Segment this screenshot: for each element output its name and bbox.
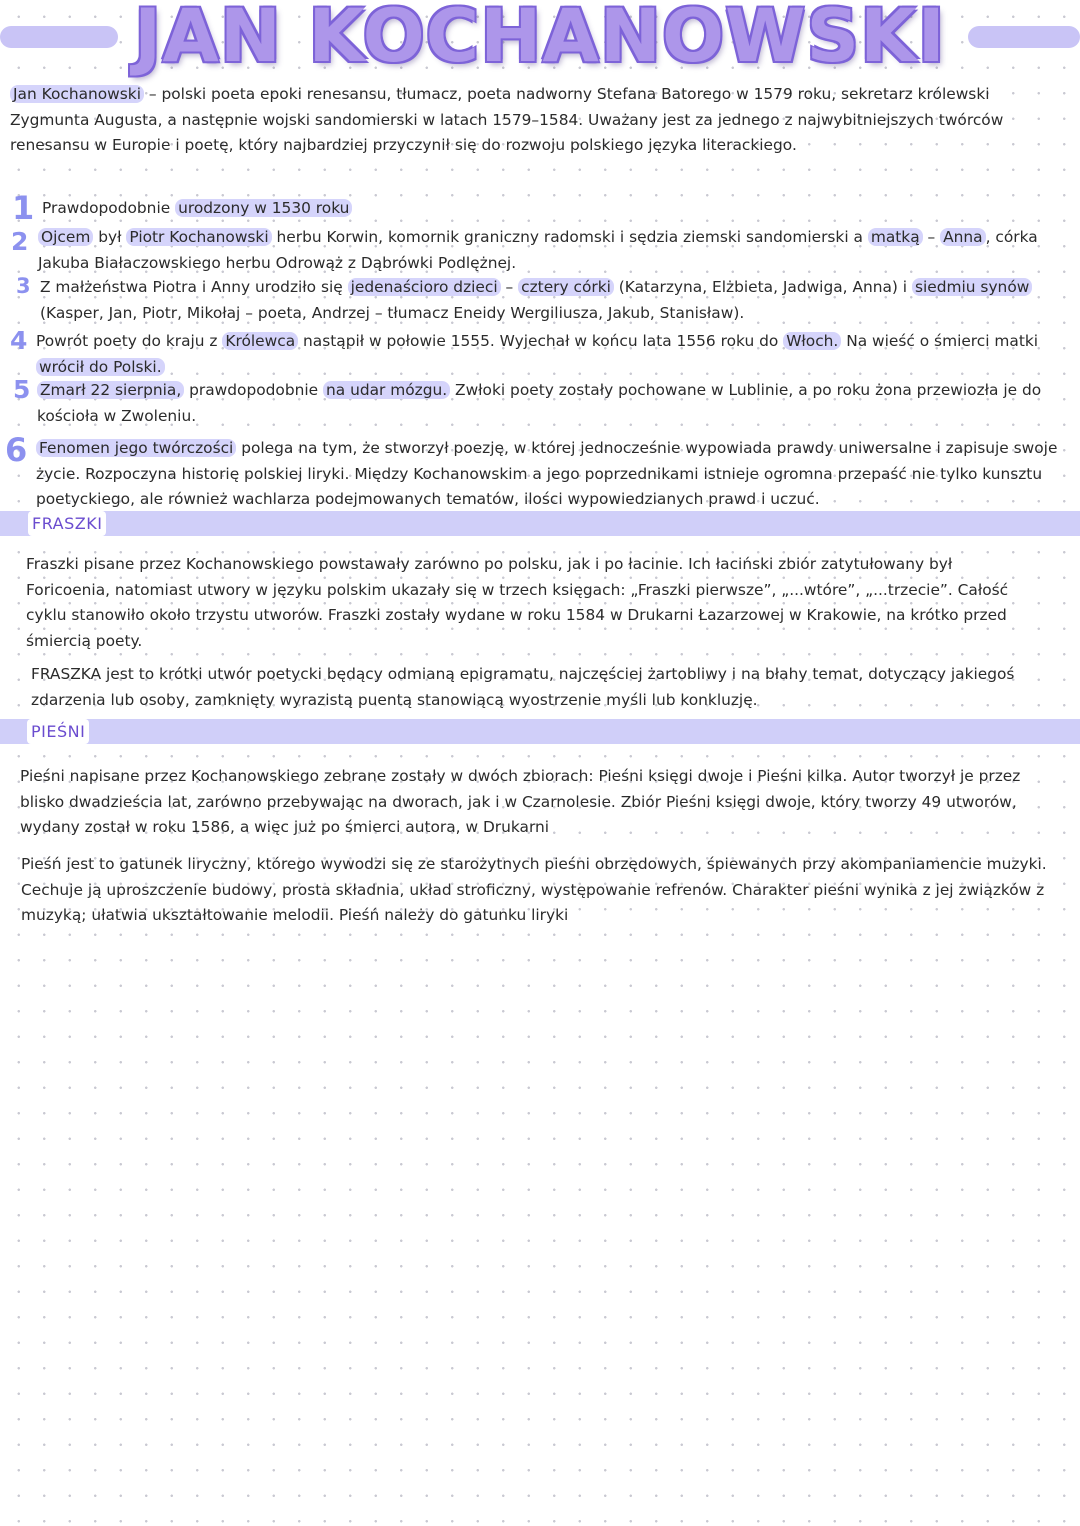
fact-number-3: 3 [16,274,31,298]
fact-text: nastąpił w połowie 1555. Wyjechał w końcu lata 1556 roku do [298,332,784,350]
fact-text: – [922,228,941,246]
section-bar-piesni [0,719,1080,744]
fact-text: Zwłoki poety zostały pochowane w Lublinie, a po roku żona przewiozła je do kościoła w Zwoleniu. [37,381,1042,425]
fact-5 [37,378,1063,429]
fact-text: był [93,228,127,246]
highlighted-phrase: na udar mózgu. [323,381,450,399]
fact-text: Na wieść o śmierci matki [841,332,1039,350]
intro-name: Jan Kochanowski [10,85,144,103]
highlighted-phrase: Zmarł 22 sierpnia, [37,381,184,399]
highlighted-phrase: matką [868,228,923,246]
fact-number-6: 6 [5,431,28,469]
fact-3 [40,275,1040,326]
section-heading-piesni: PIEŚNI [27,719,89,744]
fact-text: (Katarzyna, Elżbieta, Jadwiga, Anna) i [613,278,912,296]
fact-text: Powrót poety do kraju z [36,332,223,350]
fact-text: Prawdopodobnie [42,199,176,217]
piesni-definition: Pieśń jest to gatunek liryczny, którego wywodzi się ze starożytnych pieśni obrzędowych, śpiewanych przy akompaniamencie muzyki. Cechuje ją uproszczenie budowy, prosta składnia, układ stroficzny, występowanie refrenów. Charakter pieśni wynika z jej związków z muzyką; ułatwia ukształtowanie melodii. Pieśń należy do gatunku liryki [21,855,1047,925]
highlighted-phrase: Włoch. [783,332,841,350]
fact-4 [36,329,1062,380]
fact-text: prawdopodobnie [184,381,323,399]
highlighted-phrase: Piotr Kochanowski [126,228,271,246]
section-bar-fraszki [0,511,1080,536]
fact-text: herbu Korwin, komornik graniczny radomski i sędzia ziemski sandomierski a [271,228,868,246]
highlighted-phrase: cztery córki [518,278,614,296]
highlighted-phrase: Anna [940,228,985,246]
highlighted-phrase: siedmiu synów [912,278,1032,296]
intro-paragraph [10,82,1064,159]
fact-text: Z małżeństwa Piotra i Anny urodziło się [40,278,348,296]
fact-text: , córka Jakuba Białaczowskiego herbu Odrowąż z Dąbrówki Podlężnej. [38,228,1038,272]
piesni-paragraph-1: Pieśni napisane przez Kochanowskiego zebrane zostały w dwóch zbiorach: Pieśni księgi dwoje i Pieśni kilka. Autor tworzył je przez blisko dwadzieścia lat, zarówno przebywając na dworach, jak i w Czarnolesie. Zbiór Pieśni księgi dwoje, który tworzy 49 utworów, wydany został w roku 1586, a więc już po śmierci autora, w Drukarni [20,767,1021,837]
intro-text: – polski poeta epoki renesansu, tłumacz, poeta nadworny Stefana Batorego w 1579 roku, sekretarz królewski Zygmunta Augusta, a następnie wojski sandomierski w latach 1579–1584. Uważany jest za jednego z najwybitniejszych twórców renesansu w Europie i poetę, który najbardziej przyczynił się do rozwoju polskiego języka literackiego. [10,85,1004,155]
page-title: JAN KOCHANOWSKI [134,0,946,79]
fact-text: (Kasper, Jan, Piotr, Mikołaj – poeta, Andrzej – tłumacz Eneidy Wergiliusza, Jakub, Stanisław). [40,303,745,322]
highlighted-phrase: Fenomen jego twórczości [36,439,236,457]
fact-number-5: 5 [13,375,31,404]
fact-number-4: 4 [10,326,28,355]
fact-number-2: 2 [11,227,29,256]
fact-text: – [500,278,519,296]
highlighted-phrase: Królewca [222,332,298,350]
highlighted-phrase: Ojcem [38,228,93,246]
fraszki-paragraph-1: Fraszki pisane przez Kochanowskiego powstawały zarówno po polsku, jak i po łacinie. Ich łaciński zbiór zatytułowany był Foricoenia, natomiast utwory w języku polskim ukazały się w trzech księgach: „Fraszki pierwsze”, „...wtóre”, „...trzecie”. Całość cyklu stanowiło około trzystu utworów. Fraszki zostały wydane w roku 1584 w Drukarni Łazarzowej w Krakowie, na krótko przed śmiercią poety. [26,555,1009,650]
highlighted-phrase: wrócił do Polski. [36,358,165,376]
section-heading-fraszki: FRASZKI [28,511,106,536]
fact-2 [38,225,1066,276]
fact-6 [36,436,1076,513]
highlighted-phrase: jedenaścioro dzieci [348,278,501,296]
highlighted-phrase: urodzony w 1530 roku [175,199,352,217]
fraszki-definition: FRASZKA jest to krótki utwór poetycki będący odmianą epigramatu, najczęściej żartobliwy i na błahy temat, dotyczący jakiegoś zdarzenia lub osoby, zamknięty wyrazistą puentą stanowiącą wyostrzenie myśli lub konkluzję. [31,665,1015,709]
fact-number-1: 1 [12,189,35,227]
fact-1 [42,196,1062,222]
fact-text: polega na tym, że stworzył poezję, w której jednocześnie wypowiada prawdy uniwersalne i zapisuje swoje życie. Rozpoczyna historię polskiej liryki. Między Kochanowskim a jego poprzednikami istnieje ogromna przepaść nie tylko kunsztu poetyckiego, ale również wachlarza podejmowanych tematów, ilości wypowiedzianych prawd i uczuć. [36,439,1058,509]
